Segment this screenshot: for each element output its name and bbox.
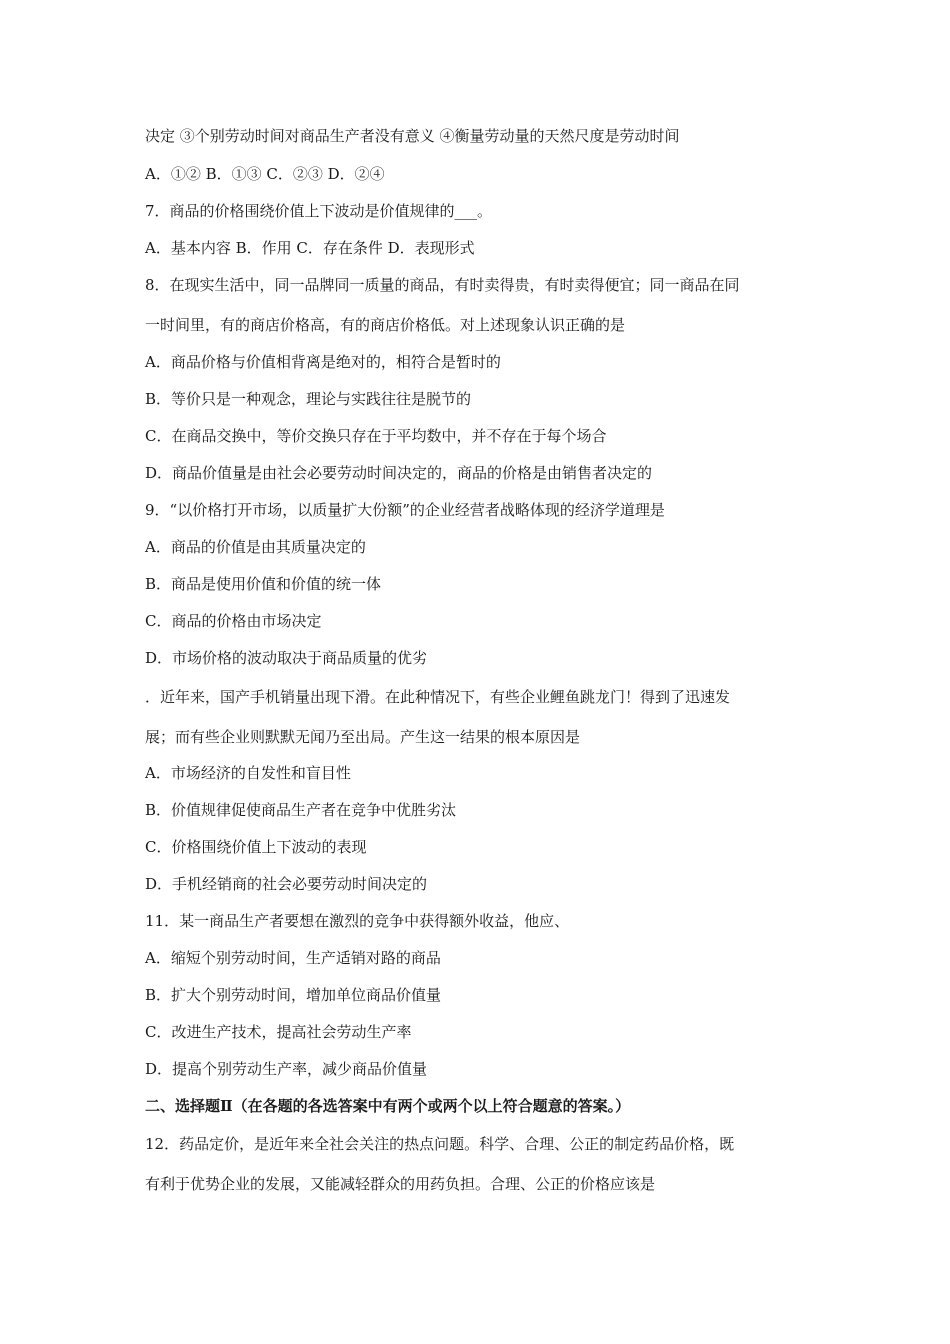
question-9-option-b: B．商品是使用价值和价值的统一体	[145, 575, 382, 593]
question-9-stem: 9．“以价格打开市场，以质量扩大份额”的企业经营者战略体现的经济学道理是	[145, 501, 665, 519]
question-6-stem-continuation: 决定 ③个别劳动时间对商品生产者没有意义 ④衡量劳动量的天然尺度是劳动时间	[145, 127, 680, 145]
question-8-option-c: C．在商品交换中，等价交换只存在于平均数中，并不存在于每个场合	[145, 427, 607, 445]
question-10-stem-line1: ．近年来，国产手机销量出现下滑。在此种情况下，有些企业鲤鱼跳龙门！得到了迅速发	[145, 688, 731, 706]
question-8-option-b: B．等价只是一种观念，理论与实践往往是脱节的	[145, 390, 472, 408]
question-8-option-d: D．商品价值量是由社会必要劳动时间决定的，商品的价格是由销售者决定的	[145, 464, 653, 482]
question-11-option-a: A．缩短个别劳动时间，生产适销对路的商品	[145, 949, 441, 967]
question-10-stem-line2: 展；而有些企业则默默无闻乃至出局。产生这一结果的根本原因是	[145, 728, 581, 746]
question-6-options: A．①② B．①③ C．②③ D．②④	[145, 165, 385, 183]
question-11-option-c: C．改进生产技术，提高社会劳动生产率	[145, 1023, 412, 1041]
question-7-stem: 7．商品的价格围绕价值上下波动是价值规律的___。	[145, 202, 493, 220]
section-2-heading: 二、选择题Ⅱ（在各题的各选答案中有两个或两个以上符合题意的答案。）	[145, 1097, 631, 1115]
question-10-option-a: A．市场经济的自发性和盲目性	[145, 764, 351, 782]
question-11-option-d: D．提高个别劳动生产率，减少商品价值量	[145, 1060, 428, 1078]
question-8-option-a: A．商品价格与价值相背离是绝对的，相符合是暂时的	[145, 353, 501, 371]
question-11-stem: 11．某一商品生产者要想在激烈的竞争中获得额外收益，他应、	[145, 912, 570, 930]
question-12-stem-line1: 12．药品定价，是近年来全社会关注的热点问题。科学、合理、公正的制定药品价格，既	[145, 1135, 735, 1153]
question-8-stem-line1: 8．在现实生活中，同一品牌同一质量的商品，有时卖得贵，有时卖得便宜；同一商品在同	[145, 276, 740, 294]
question-11-option-b: B．扩大个别劳动时间，增加单位商品价值量	[145, 986, 442, 1004]
question-9-option-c: C．商品的价格由市场决定	[145, 612, 322, 630]
question-10-option-c: C．价格围绕价值上下波动的表现	[145, 838, 367, 856]
question-10-option-d: D．手机经销商的社会必要劳动时间决定的	[145, 875, 428, 893]
question-10-option-b: B．价值规律促使商品生产者在竞争中优胜劣汰	[145, 801, 457, 819]
question-9-option-d: D．市场价格的波动取决于商品质量的优劣	[145, 649, 428, 667]
question-12-stem-line2: 有利于优势企业的发展，又能减轻群众的用药负担。合理、公正的价格应该是	[145, 1175, 656, 1193]
question-8-stem-line2: 一时间里，有的商店价格高，有的商店价格低。对上述现象认识正确的是	[145, 316, 626, 334]
question-7-options: A．基本内容 B．作用 C．存在条件 D．表现形式	[145, 239, 475, 257]
question-9-option-a: A．商品的价值是由其质量决定的	[145, 538, 366, 556]
